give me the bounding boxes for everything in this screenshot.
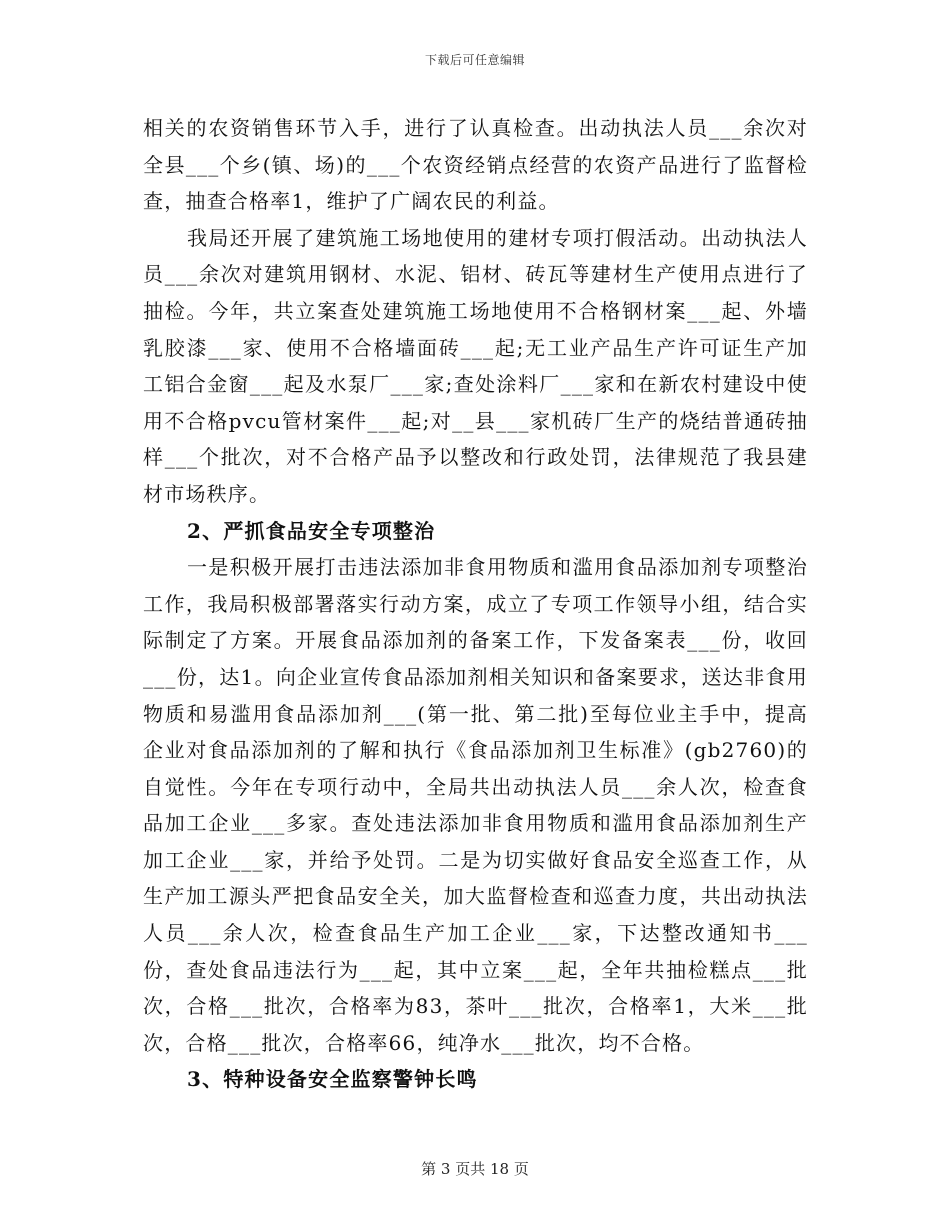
page-header: 下载后可任意编辑 bbox=[424, 53, 525, 67]
section-heading-special-equipment: 3、特种设备安全监察警钟长鸣 bbox=[187, 1067, 478, 1092]
document-body bbox=[143, 110, 808, 1098]
paragraph-building-materials: 我局还开展了建筑施工场地使用的建材专项打假活动。出动执法人员___余次对建筑用钢材、水泥、铝材、砖瓦等建材生产使用点进行了抽检。今年，共立案查处建筑施工场地使用不合格钢材案___起、外墙乳胶漆___家、使用不合格墙面砖___起;无工业产品生产许可证生产加工铝合金窗___起及水泵厂___家;查处涂料厂___家和在新农村建设中使用不合格pvcu管材案件___起;对__县___家机砖厂生产的烧结普通砖抽样___个批次，对不合格产品予以整改和行政处罚，法律规范了我县建材市场秩序。 bbox=[143, 225, 808, 506]
paragraph-agricultural-inspection: 相关的农资销售环节入手，进行了认真检查。出动执法人员___余次对全县___个乡(镇、场)的___个农资经销点经营的农资产品进行了监督检查，抽查合格率1，维护了广阔农民的利益。 bbox=[143, 116, 808, 214]
section-heading-food-safety: 2、严抓食品安全专项整治 bbox=[187, 518, 436, 543]
paragraph-food-safety: 一是积极开展打击违法添加非食用物质和滥用食品添加剂专项整治工作，我局积极部署落实行动方案，成立了专项工作领导小组，结合实际制定了方案。开展食品添加剂的备案工作，下发备案表___份，收回___份，达1。向企业宣传食品添加剂相关知识和备案要求，送达非食用物质和易滥用食品添加剂___(第一批、第二批)至每位业主手中，提高企业对食品添加剂的了解和执行《食品添加剂卫生标准》(gb2760)的自觉性。今年在专项行动中，全局共出动执法人员___余人次，检查食品加工企业___多家。查处违法添加非食用物质和滥用食品添加剂生产加工企业___家，并给予处罚。二是为切实做好食品安全巡查工作，从生产加工源头严把食品安全关，加大监督检查和巡查力度，共出动执法人员___余人次，检查食品生产加工企业___家，下达整改通知书___份，查处食品违法行为___起，其中立案___起，全年共抽检糕点___批次，合格___批次，合格率为83，茶叶___批次，合格率1，大米___批次，合格___批次，合格率66，纯净水___批次，均不合格。 bbox=[143, 555, 808, 1055]
page-number-footer: 第 3 页共 18 页 bbox=[421, 1160, 529, 1178]
